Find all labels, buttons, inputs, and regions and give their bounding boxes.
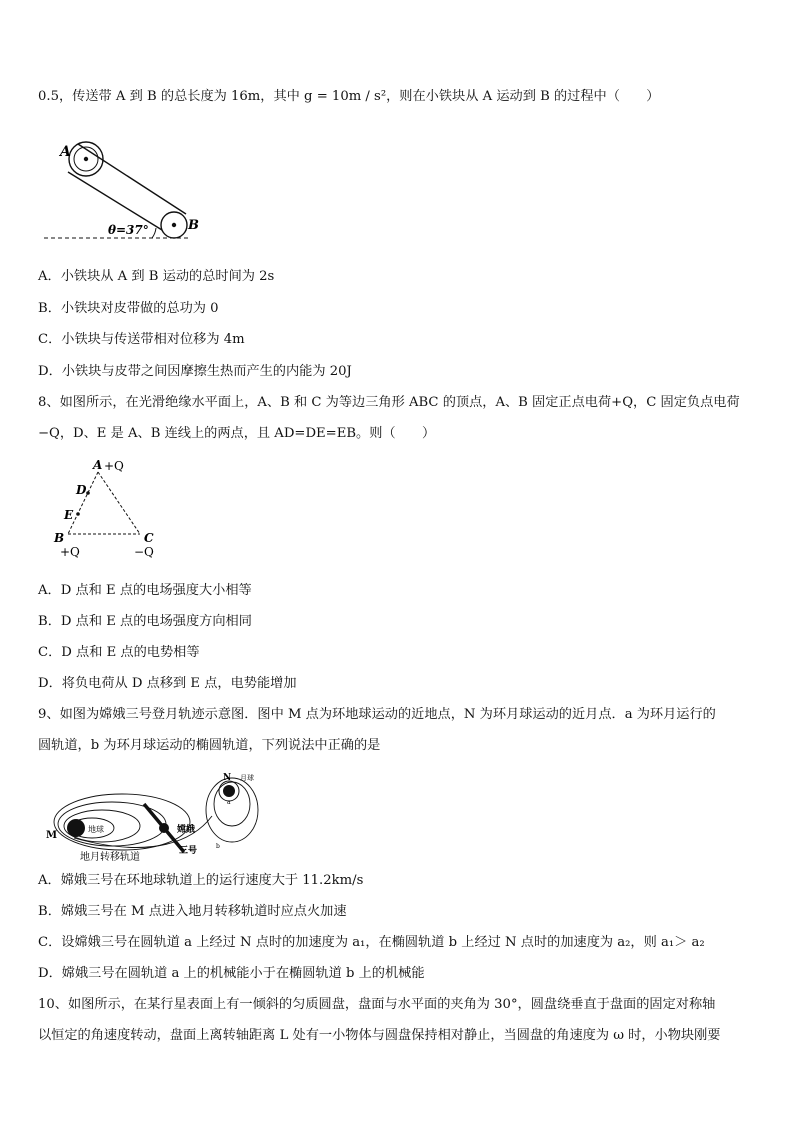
- q8-option-d: D．将负电荷从 D 点移到 E 点，电势能增加: [38, 676, 297, 691]
- q8-label-c: C: [144, 531, 154, 545]
- q9-stem-line-1: 9、如图为嫦娥三号登月轨迹示意图．图中 M 点为环地球运动的近地点，N 为环月球运动的近月点．a 为环月运行的: [38, 707, 716, 722]
- q9-option-d: D．嫦娥三号在圆轨道 a 上的机械能小于在椭圆轨道 b 上的机械能: [38, 966, 425, 981]
- q9-option-b: B．嫦娥三号在 M 点进入地月转移轨道时应点火加速: [38, 904, 347, 919]
- q8-stem-line-2: −Q，D、E 是 A、B 连线上的两点，且 AD=DE=EB。则（ ）: [38, 426, 436, 441]
- q10-stem-line-1: 10、如图所示，在某行星表面上有一倾斜的匀质圆盘，盘面与水平面的夹角为 30°，圆盘绕垂直于盘面的固定对称轴: [38, 997, 716, 1012]
- q9-label-m: M: [46, 830, 58, 841]
- q9-option-c: C．设嫦娥三号在圆轨道 a 上经过 N 点时的加速度为 a₁，在椭圆轨道 b 上经过 N 点时的加速度为 a₂，则 a₁＞ a₂: [38, 935, 705, 950]
- q9-label-transfer: 地月转移轨道: [80, 852, 140, 863]
- q7-option-d: D．小铁块与皮带之间因摩擦生热而产生的内能为 20J: [38, 364, 352, 379]
- q9-stem-line-2: 圆轨道，b 为环月球运动的椭圆轨道，下列说法中正确的是: [38, 738, 381, 753]
- q7-stem-line: 0.5，传送带 A 到 B 的总长度为 16m，其中 g = 10m / s²，则在小铁块从 A 运动到 B 的过程中（ ）: [38, 89, 660, 104]
- q10-stem-line-2: 以恒定的角速度转动，盘面上离转轴距离 L 处有一小物体与圆盘保持相对静止，当圆盘的角速度为 ω 时，小物块刚要: [38, 1028, 721, 1043]
- q9-label-n: N: [223, 773, 232, 783]
- q8-option-b: B．D 点和 E 点的电场强度方向相同: [38, 614, 252, 629]
- q9-label-earth: 地球: [88, 825, 104, 834]
- q7-label-b: B: [188, 218, 199, 233]
- q8-label-b: B: [54, 531, 65, 545]
- q8-charge-b: +Q: [60, 545, 80, 559]
- q8-charge-c: −Q: [134, 545, 154, 559]
- q9-label-b: b: [216, 843, 220, 850]
- q8-charge-a: +Q: [104, 459, 124, 473]
- q7-option-c: C．小铁块与传送带相对位移为 4m: [38, 332, 245, 347]
- q9-label-a: a: [227, 799, 231, 806]
- q8-triangle-figure: [52, 456, 172, 562]
- q8-option-a: A．D 点和 E 点的电场强度大小相等: [38, 583, 252, 598]
- q9-label-chang: 嫦娥: [177, 825, 196, 835]
- q7-conveyor-figure: [40, 138, 220, 242]
- q8-label-e: E: [64, 508, 74, 522]
- q7-option-b: B．小铁块对皮带做的总功为 0: [38, 301, 219, 316]
- q8-label-d: D: [76, 483, 87, 497]
- q8-option-c: C．D 点和 E 点的电势相等: [38, 645, 200, 660]
- q9-label-three: 三号: [179, 846, 198, 856]
- q8-label-a: A: [93, 458, 103, 472]
- q7-label-a: A: [60, 144, 71, 160]
- q7-option-a: A．小铁块从 A 到 B 运动的总时间为 2s: [38, 269, 275, 284]
- q7-angle-label: θ=37°: [108, 223, 149, 237]
- q9-label-moon: 月球: [240, 774, 254, 782]
- q8-stem-line-1: 8、如图所示，在光滑绝缘水平面上，A、B 和 C 为等边三角形 ABC 的顶点，A、B 固定正点电荷+Q，C 固定负点电荷: [38, 395, 740, 410]
- q9-orbit-figure: [44, 770, 284, 866]
- q9-option-a: A．嫦娥三号在环地球轨道上的运行速度大于 11.2km/s: [38, 873, 364, 888]
